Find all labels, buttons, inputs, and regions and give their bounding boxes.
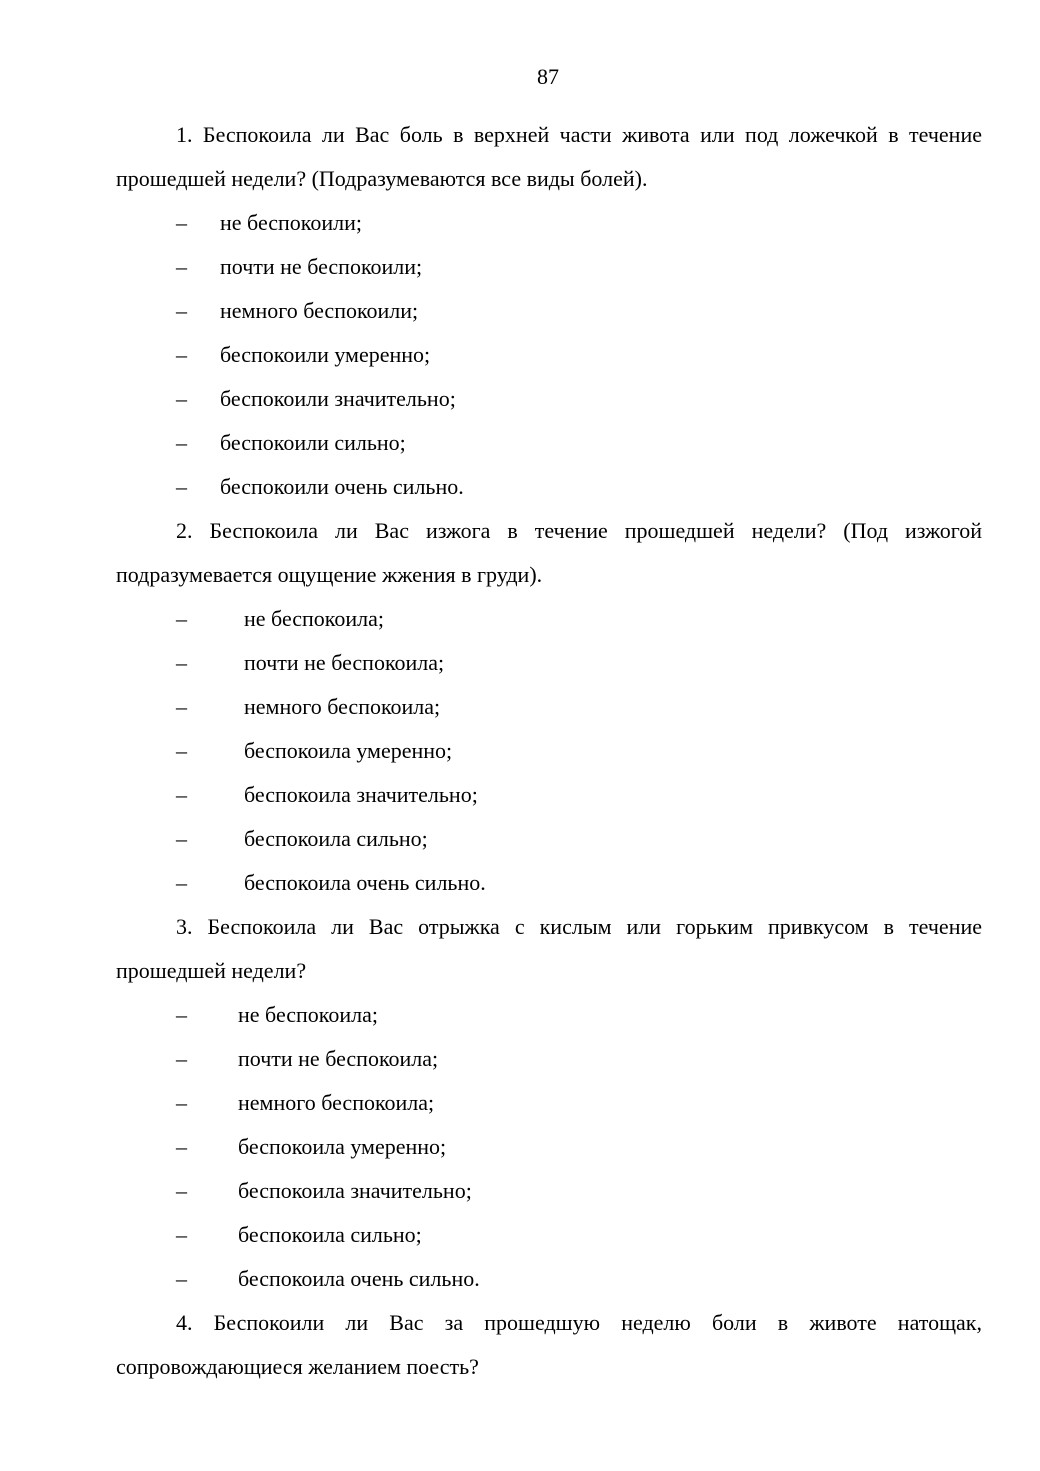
option-text: беспокоила значительно; (244, 782, 478, 807)
dash-bullet: – (176, 738, 187, 763)
list-item (116, 377, 982, 421)
option-text: беспокоили сильно; (220, 430, 406, 455)
list-item (116, 993, 982, 1037)
dash-bullet: – (176, 386, 187, 411)
list-item (116, 421, 982, 465)
list-item (116, 1213, 982, 1257)
option-text: беспокоила очень сильно. (238, 1266, 480, 1291)
list-item (116, 289, 982, 333)
question-4-text: 4. Беспокоили ли Вас за прошедшую неделю боли в животе натощак, сопровождающиеся желанием поесть? (116, 1310, 982, 1379)
list-item (116, 641, 982, 685)
question-2-options (116, 597, 982, 905)
option-text: беспокоила очень сильно. (244, 870, 486, 895)
dash-bullet: – (176, 782, 187, 807)
list-item (116, 1125, 982, 1169)
dash-bullet: – (176, 430, 187, 455)
dash-bullet: – (176, 870, 187, 895)
list-item (116, 1081, 982, 1125)
list-item (116, 773, 982, 817)
option-text: беспокоила умеренно; (238, 1134, 447, 1159)
dash-bullet: – (176, 694, 187, 719)
option-text: беспокоила значительно; (238, 1178, 472, 1203)
dash-bullet: – (176, 298, 187, 323)
option-text: немного беспокоила; (244, 694, 441, 719)
option-text: почти не беспокоила; (238, 1046, 439, 1071)
dash-bullet: – (176, 1134, 187, 1159)
option-text: беспокоила сильно; (244, 826, 428, 851)
list-item (116, 597, 982, 641)
dash-bullet: – (176, 1178, 187, 1203)
list-item (116, 465, 982, 509)
list-item (116, 817, 982, 861)
list-item (116, 333, 982, 377)
question-3-options (116, 993, 982, 1301)
question-2-text: 2. Беспокоила ли Вас изжога в течение прошедшей недели? (Под изжогой подразумевается ощущение жжения в груди). (116, 518, 982, 587)
dash-bullet: – (176, 1002, 187, 1027)
option-text: беспокоила умеренно; (244, 738, 453, 763)
dash-bullet: – (176, 254, 187, 279)
dash-bullet: – (176, 1046, 187, 1071)
list-item (116, 201, 982, 245)
list-item (116, 245, 982, 289)
dash-bullet: – (176, 474, 187, 499)
list-item (116, 861, 982, 905)
list-item (116, 1257, 982, 1301)
question-1-options (116, 201, 982, 509)
option-text: не беспокоила; (244, 606, 384, 631)
question-1-text: 1. Беспокоила ли Вас боль в верхней части живота или под ложечкой в течение прошедшей недели? (Подразумеваются все виды болей). (116, 122, 982, 191)
dash-bullet: – (176, 1090, 187, 1115)
dash-bullet: – (176, 650, 187, 675)
list-item (116, 1169, 982, 1213)
option-text: беспокоили умеренно; (220, 342, 431, 367)
document-body (116, 113, 982, 1389)
option-text: беспокоили очень сильно. (220, 474, 464, 499)
dash-bullet: – (176, 1222, 187, 1247)
dash-bullet: – (176, 1266, 187, 1291)
option-text: почти не беспокоили; (220, 254, 423, 279)
option-text: немного беспокоила; (238, 1090, 435, 1115)
option-text: не беспокоили; (220, 210, 363, 235)
option-text: почти не беспокоила; (244, 650, 445, 675)
option-text: беспокоили значительно; (220, 386, 456, 411)
dash-bullet: – (176, 342, 187, 367)
list-item (116, 729, 982, 773)
option-text: беспокоила сильно; (238, 1222, 422, 1247)
list-item (116, 685, 982, 729)
list-item (116, 1037, 982, 1081)
dash-bullet: – (176, 606, 187, 631)
question-3-text: 3. Беспокоила ли Вас отрыжка с кислым или горьким привкусом в течение прошедшей недели? (116, 914, 982, 983)
option-text: немного беспокоили; (220, 298, 419, 323)
page-number: 87 (537, 64, 559, 89)
dash-bullet: – (176, 826, 187, 851)
dash-bullet: – (176, 210, 187, 235)
option-text: не беспокоила; (238, 1002, 378, 1027)
